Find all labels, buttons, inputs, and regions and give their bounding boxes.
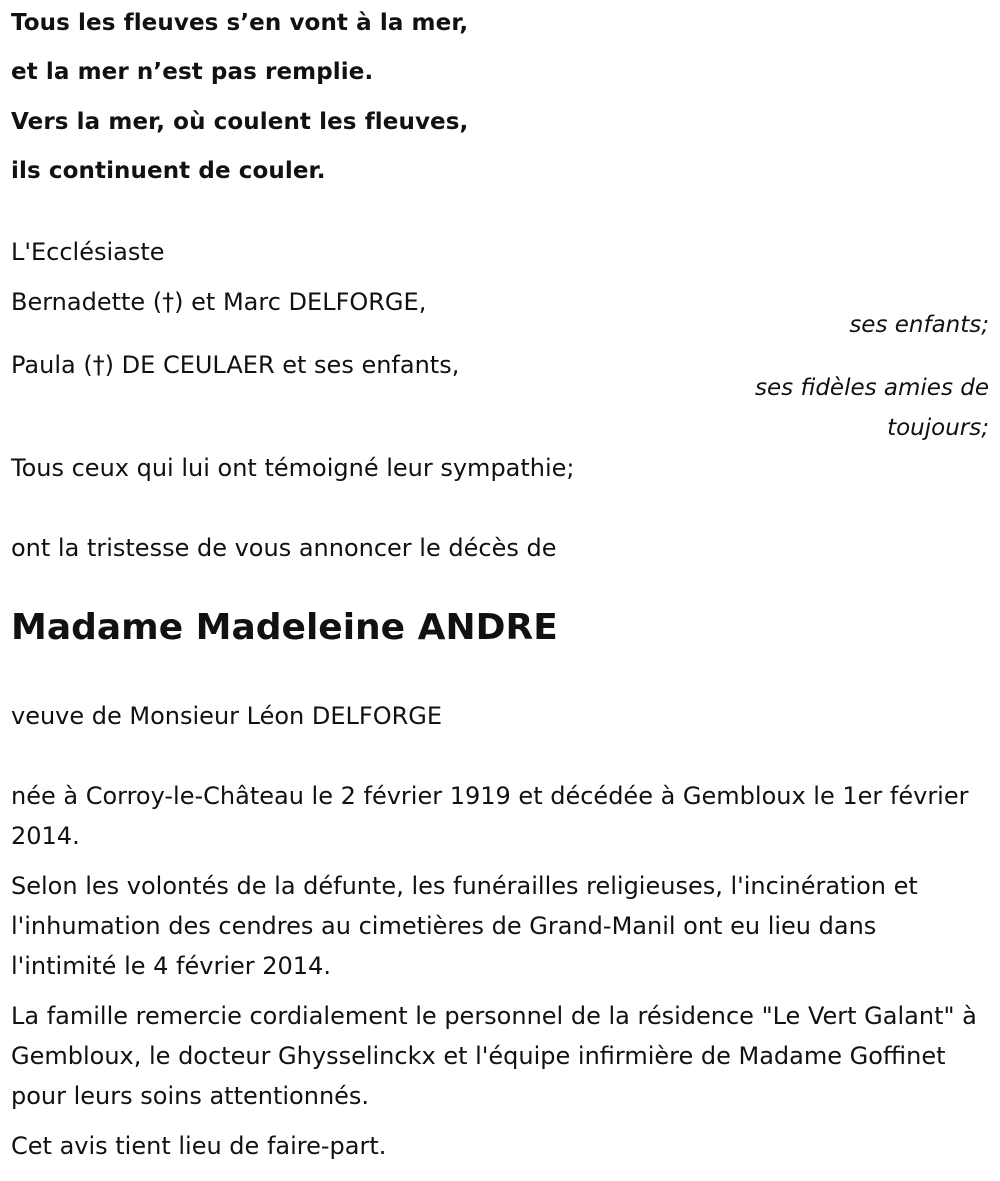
verse-line-4: ils continuent de couler. bbox=[11, 158, 326, 184]
family-line-friends: Paula (†) DE CEULAER et ses enfants, bbox=[11, 351, 460, 379]
verse-source: L'Ecclésiaste bbox=[11, 238, 165, 266]
widow-of-text: veuve de Monsieur Léon DELFORGE bbox=[11, 702, 443, 730]
verse-line-3: Vers la mer, où coulent les fleuves, bbox=[11, 109, 469, 135]
funeral-paragraph: Selon les volontés de la défunte, les funérailles religieuses, l'incinération et l'inhumation des cendres au cimetières de Grand-Manil ont eu lieu dans l'intimité le 4 février 2014. bbox=[11, 872, 918, 980]
deceased-name: Madame Madeleine ANDRE bbox=[11, 607, 558, 648]
notice-paragraph: Cet avis tient lieu de faire-part. bbox=[11, 1132, 387, 1160]
verse-line-2: et la mer n’est pas remplie. bbox=[11, 59, 374, 85]
announcement-text: ont la tristesse de vous annoncer le décès de bbox=[11, 534, 557, 562]
birth-death-paragraph: née à Corroy-le-Château le 2 février 1919 et décédée à Gembloux le 1er février 2014. bbox=[11, 782, 969, 850]
family-line-children: Bernadette (†) et Marc DELFORGE, bbox=[11, 288, 427, 316]
family-line-sympathy: Tous ceux qui lui ont témoigné leur sympathie; bbox=[11, 454, 575, 482]
family-role-children: ses enfants; bbox=[849, 312, 989, 338]
verse-line-1: Tous les fleuves s’en vont à la mer, bbox=[11, 10, 469, 36]
thanks-paragraph: La famille remercie cordialement le personnel de la résidence "Le Vert Galant" à Gembloux, le docteur Ghysselinckx et l'équipe infirmière de Madame Goffinet pour leurs soins attentionnés. bbox=[11, 1002, 977, 1110]
family-role-friends-2: toujours; bbox=[887, 415, 989, 441]
family-role-friends-1: ses fidèles amies de bbox=[755, 375, 989, 401]
